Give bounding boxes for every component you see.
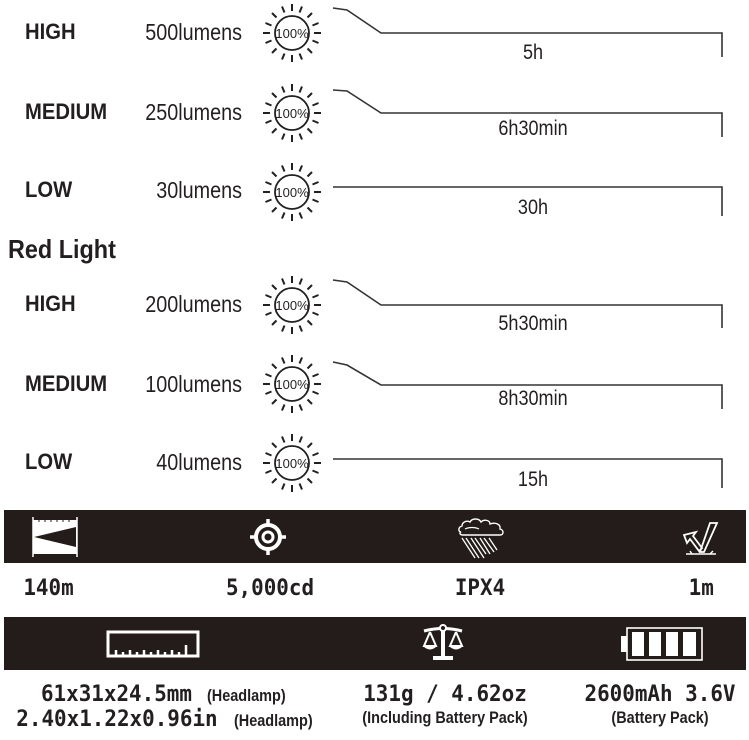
mode-label-high: HIGH bbox=[25, 19, 76, 44]
svg-text:100%: 100% bbox=[275, 26, 309, 41]
svg-text:100%: 100% bbox=[275, 456, 309, 471]
dimensions-metric-value: 61x31x24.5mm bbox=[40, 682, 192, 707]
mode-label-medium: MEDIUM bbox=[25, 99, 108, 124]
lumen-output: 40lumens bbox=[156, 449, 242, 475]
svg-text:100%: 100% bbox=[275, 298, 309, 313]
impact-resistance-value: 1m bbox=[688, 576, 714, 601]
beam-distance-icon bbox=[31, 517, 79, 557]
battery-full-sun-icon bbox=[260, 160, 324, 229]
battery-full-sun-icon bbox=[260, 81, 324, 150]
lumen-output: 500lumens bbox=[145, 19, 242, 45]
battery-full-sun-icon bbox=[260, 352, 324, 421]
battery-full-sun-icon bbox=[260, 273, 324, 342]
runtime-value: 30h bbox=[517, 196, 549, 219]
mode-label-low: LOW bbox=[25, 449, 73, 474]
impact-resistance-icon bbox=[682, 521, 722, 557]
dimensions-imperial-value: 2.40x1.22x0.96in bbox=[15, 707, 218, 732]
ruler-dimensions-icon bbox=[106, 630, 200, 658]
water-resistance-value: IPX4 bbox=[454, 576, 506, 601]
lumen-output: 30lumens bbox=[156, 177, 242, 203]
weight-value: 131g / 4.62oz bbox=[363, 682, 527, 707]
dimensions-metric-note: (Headlamp) bbox=[207, 686, 287, 705]
dimensions-metric bbox=[0, 682, 330, 707]
svg-text:100%: 100% bbox=[275, 185, 309, 200]
svg-text:100%: 100% bbox=[275, 106, 309, 121]
spec-icon-band-1 bbox=[4, 510, 746, 563]
mode-label-low: LOW bbox=[25, 177, 73, 202]
svg-text:100%: 100% bbox=[275, 377, 309, 392]
weight-note: (Including Battery Pack) bbox=[362, 708, 528, 727]
runtime-value: 5h30min bbox=[498, 312, 568, 335]
runtime-value: 5h bbox=[522, 41, 544, 64]
runtime-value: 15h bbox=[517, 468, 549, 491]
peak-intensity-target-icon bbox=[248, 517, 288, 557]
battery-capacity-value: 2600mAh 3.6V bbox=[584, 682, 736, 707]
section-title-red-light: Red Light bbox=[8, 234, 116, 264]
scale-weight-icon bbox=[421, 622, 465, 664]
runtime-value: 8h30min bbox=[498, 387, 568, 410]
lumen-output: 200lumens bbox=[145, 291, 242, 317]
rain-cloud-water-resistance-icon bbox=[455, 516, 511, 560]
dimensions-imperial bbox=[0, 707, 330, 732]
battery-full-sun-icon bbox=[260, 1, 324, 70]
lumen-output: 250lumens bbox=[145, 99, 242, 125]
mode-label-high: HIGH bbox=[25, 291, 76, 316]
battery-note: (Battery Pack) bbox=[611, 708, 709, 727]
dimensions-imperial-note: (Headlamp) bbox=[233, 711, 313, 730]
beam-distance-value: 140m bbox=[23, 576, 74, 601]
lumen-output: 100lumens bbox=[145, 371, 242, 397]
battery-full-icon bbox=[620, 626, 704, 662]
mode-label-medium: MEDIUM bbox=[25, 371, 108, 396]
peak-intensity-value: 5,000cd bbox=[225, 576, 315, 601]
runtime-value: 6h30min bbox=[498, 117, 568, 140]
battery-full-sun-icon bbox=[260, 431, 324, 500]
